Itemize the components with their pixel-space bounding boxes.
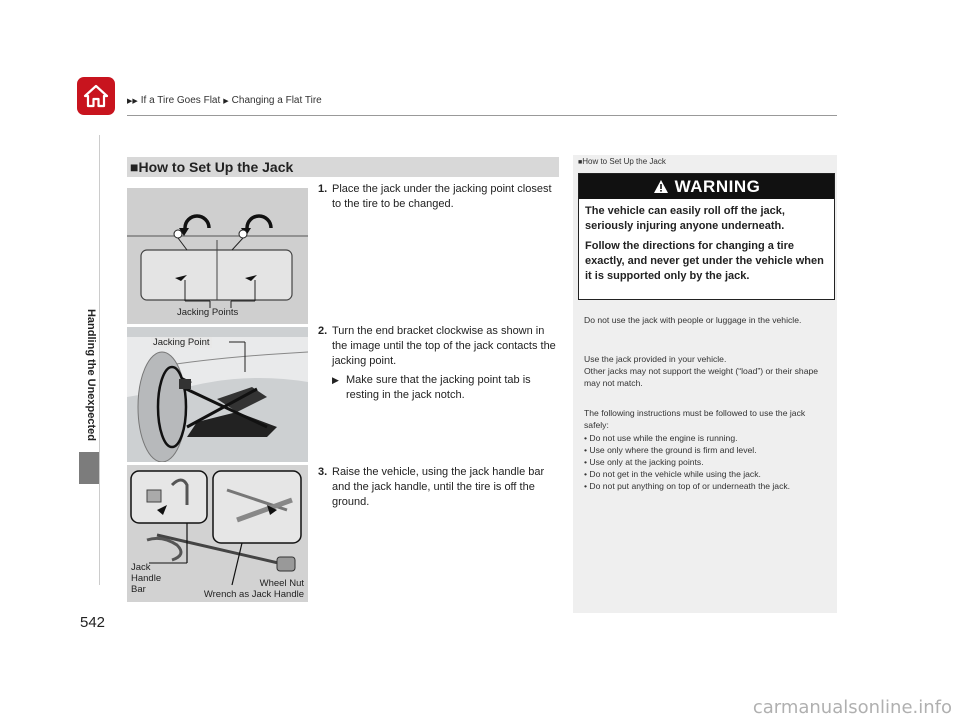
section-heading bbox=[127, 157, 559, 177]
subnote-text: Make sure that the jacking point tab is resting in the jack notch. bbox=[346, 374, 531, 401]
step-1 bbox=[318, 182, 558, 212]
warning-triangle-icon bbox=[653, 179, 669, 194]
warning-title: WARNING bbox=[674, 176, 761, 196]
bullet-text: Use only at the jacking points. bbox=[589, 457, 704, 467]
jack-placement-illustration bbox=[127, 327, 308, 462]
warning-text-2: Follow the directions for changing a tire exactly, and never get under the vehicle when it is supported only by the jack. bbox=[585, 240, 824, 282]
bullet-text: Do not use while the engine is running. bbox=[589, 433, 738, 443]
page-number: 542 bbox=[80, 614, 106, 631]
list-item: • Do not get in the vehicle while using the jack. bbox=[584, 469, 761, 479]
chapter-marker bbox=[79, 452, 99, 484]
safety-bullet-list bbox=[584, 432, 829, 492]
list-item: • Use only where the ground is firm and level. bbox=[584, 445, 757, 455]
jack-handle-illustration bbox=[127, 465, 308, 602]
triangle-bullet-icon: ▶ bbox=[332, 375, 339, 385]
list-item: • Do not use while the engine is running. bbox=[584, 433, 738, 443]
list-item: • Use only at the jacking points. bbox=[584, 457, 704, 467]
car-underside-drawing bbox=[127, 188, 308, 324]
step-text: Turn the end bracket clockwise as shown in the image until the top of the jack contacts the jacking point. bbox=[332, 325, 556, 367]
jacking-points-illustration bbox=[127, 188, 308, 324]
breadcrumb-arrow-icon: ▶ bbox=[223, 97, 229, 105]
step-number: 3. bbox=[318, 466, 328, 478]
bullet-text: Use only where the ground is firm and level. bbox=[589, 445, 757, 455]
side-panel-title bbox=[578, 157, 666, 166]
home-icon bbox=[82, 82, 110, 110]
step-number: 2. bbox=[318, 325, 328, 337]
breadcrumb-arrow-icon: ▶▶ bbox=[127, 97, 138, 105]
jacking-points-label: Jacking Points bbox=[177, 307, 239, 318]
chapter-tab[interactable] bbox=[82, 300, 100, 450]
step-text: Raise the vehicle, using the jack handle bar and the jack handle, until the tire is off the ground. bbox=[332, 466, 545, 508]
note-marker-icon: ■ bbox=[578, 159, 583, 166]
warning-text-1: The vehicle can easily roll off the jack, seriously injuring anyone underneath. bbox=[585, 205, 785, 232]
section-title: How to Set Up the Jack bbox=[138, 159, 294, 175]
watermark: carmanualsonline.info bbox=[752, 697, 952, 718]
step-number: 1. bbox=[318, 183, 328, 195]
wheel-nut-wrench-label: Wheel Nut Wrench as Jack Handle bbox=[203, 578, 304, 600]
breadcrumb bbox=[127, 95, 322, 106]
step-3 bbox=[318, 465, 558, 510]
breadcrumb-item[interactable]: If a Tire Goes Flat bbox=[140, 95, 221, 106]
note-jack-provided: Use the jack provided in your vehicle. Other jacks may not support the weight (“load”) or their shape may not match. bbox=[584, 354, 819, 388]
list-item: • Do not put anything on top of or underneath the jack. bbox=[584, 481, 791, 491]
note-instructions-intro: The following instructions must be followed to use the jack safely: bbox=[584, 408, 806, 430]
home-button[interactable] bbox=[77, 77, 115, 115]
jack-handle-bar-label: Jack Handle Bar bbox=[131, 562, 162, 595]
header-divider bbox=[127, 115, 837, 116]
note-people-luggage: Do not use the jack with people or luggage in the vehicle. bbox=[584, 315, 802, 325]
step-2-subnote bbox=[332, 373, 558, 403]
square-bullet-icon: ■ bbox=[130, 159, 139, 175]
warning-box bbox=[578, 173, 835, 300]
bullet-text: Do not put anything on top of or underneath the jack. bbox=[589, 481, 791, 491]
breadcrumb-item[interactable]: Changing a Flat Tire bbox=[231, 95, 322, 106]
bullet-text: Do not get in the vehicle while using the jack. bbox=[589, 469, 761, 479]
step-text: Place the jack under the jacking point closest to the tire to be changed. bbox=[332, 183, 552, 210]
warning-header bbox=[579, 174, 834, 199]
step-2 bbox=[318, 324, 558, 369]
jacking-point-label: Jacking Point bbox=[153, 337, 210, 348]
chapter-tab-label: Handling the Unexpected bbox=[85, 308, 97, 442]
side-panel-title-text: How to Set Up the Jack bbox=[582, 157, 666, 166]
